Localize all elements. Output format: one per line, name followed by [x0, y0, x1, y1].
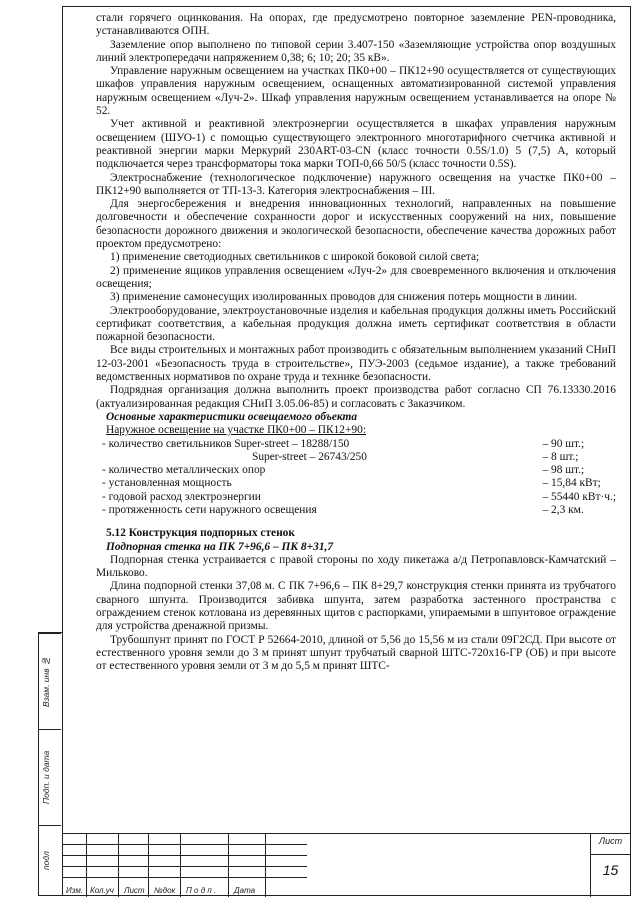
row-value: – 90 шт.;: [542, 437, 585, 450]
row-value: – 55440 кВт·ч.;: [542, 490, 616, 503]
row-label: Super-street – 26743/250: [252, 450, 367, 463]
replaced-inventory-label: Взам. инв №: [41, 655, 51, 707]
row-value: – 2,3 км.: [542, 503, 584, 516]
row-value: – 8 шт.;: [542, 450, 579, 463]
list-item: 3) применение самонесущих изолированных проводов для снижения потерь мощности в линии.: [110, 291, 578, 304]
paragraph: Трубошпунт принят по ГОСТ Р 52664-2010, длиной от 5,56 до 15,56 м из стали 09Г2СД. При высоте от естественного уровня земли до 3 м принят шпунт трубчатый сварной ШТС-720х16-ГР (ОБ) и при высоте от естественного уровня земли от 3 м до 5,5 м принят ШТС-: [96, 633, 616, 673]
characteristics-table: [102, 438, 616, 518]
paragraph: Учет активной и реактивной электроэнергии осуществляется в шкафах управления наружным освещением (ШУО-1) с помощью существующего электронного многотарифного счетчика активной и реактивной энергии марки Меркурий 230ART-03-CN (класс точности 0.5S/1.0) 5 (7,5) А, который подключается через трансформаторы тока марки ТОП-0,66 50/5 (класс точности 0.5S).: [96, 118, 616, 171]
table-row: [102, 438, 616, 451]
paragraph: Заземление опор выполнено по типовой серии 3.407-150 «Заземляющие устройства опор воздушных линий электропередачи напряжением 0,38; 6; 10; 20; 35 кВ».: [96, 38, 616, 64]
row-label: - количество металлических опор: [102, 464, 266, 477]
row-label: - количество светильников Super-street – 18288/150: [102, 437, 350, 450]
characteristics-heading: Основные характеристики освещаемого объекта: [106, 410, 358, 423]
section-title: 5.12 Конструкция подпорных стенок: [106, 527, 295, 540]
row-value: – 98 шт.;: [542, 464, 585, 477]
col-label-change: Изм.: [66, 886, 84, 895]
paragraph: Управление наружным освещением на участках ПК0+00 – ПК12+90 осуществляется от существующих шкафов управления наружным освещением, оснащенных автоматизированной системой управления наружным освещением «Луч-2». Шкаф управления наружным освещением устанавливается на опоре № 52.: [96, 65, 616, 118]
sheet-number: 15: [602, 862, 619, 878]
paragraph: Для энергосбережения и внедрения инновационных технологий, направленных на повышение долговечности и обеспечение сохранности дорог и искусственных сооружений на них, повышение безопасности дорожного движения и экологической безопасности, обеспечение качества дорожных работ проектом предусмотрено:: [96, 198, 616, 251]
col-label-sheet: Лист: [124, 886, 145, 895]
paragraph: Все виды строительных и монтажных работ производить с обязательным выполнением указаний СНиП 12-03-2001 «Безопасность труда в строительстве», ПУЭ-2003 (седьмое издание), а также требований ведомственных нормативов по охране труда и технике безопасности.: [96, 344, 616, 384]
paragraph: Электроснабжение (технологическое подключение) наружного освещения на участке ПК0+00 – ПК12+90 выполняется от ТП-13-3. Категория электроснабжения – III.: [96, 171, 616, 197]
table-row: [102, 491, 616, 504]
col-label-signature: П о д п .: [186, 886, 217, 895]
list-item: 1) применение светодиодных светильников с широкой боковой силой света;: [110, 251, 480, 264]
table-row: [102, 477, 616, 490]
col-label-count: Кол.уч: [90, 886, 114, 895]
characteristics-subheading: Наружное освещение на участке ПК0+00 – ПК12+90:: [106, 424, 366, 437]
paragraph: Подрядная организация должна выполнить проект производства работ согласно СП 76.13330.2016 (актуализированная редакция СНиП 3.05.06-85) и согласовать с Заказчиком.: [96, 384, 616, 410]
row-label: - установленная мощность: [102, 477, 232, 490]
sheet-cell: [590, 834, 631, 897]
section-subtitle: Подпорная стенка на ПК 7+96,6 – ПК 8+31,7: [106, 540, 334, 553]
table-row: [102, 451, 616, 464]
original-label: подл: [41, 851, 51, 871]
table-row: [102, 504, 616, 517]
table-row: [102, 464, 616, 477]
list-item: 2) применение ящиков управления освещением «Луч-2» для своевременного включения и отключения освещения;: [96, 264, 616, 290]
paragraph: Электрооборудование, электроустановочные изделия и кабельная продукция должны иметь Российский сертификат соответствия, а кабельная продукция должна иметь сертификат соответствия в области пожарной безопасности.: [96, 304, 616, 344]
paragraph: Длина подпорной стенки 37,08 м. С ПК 7+96,6 – ПК 8+29,7 конструкция стенки принята из трубчатого сварного шпунта. Производится забивка шпунта, затем разработка застенного пространства с ограждением стенок котлована из деревянных щитов с распорками, упираемыми в шпунтовое ограждение для устройства дренажной призмы.: [96, 580, 616, 633]
side-stamp: [38, 632, 62, 896]
row-value: – 15,84 кВт;: [542, 477, 601, 490]
title-block: [62, 833, 631, 897]
col-label-date: Дата: [234, 886, 256, 895]
col-label-doc-number: №док: [154, 886, 176, 895]
paragraph: Подпорная стенка устраивается с правой стороны по ходу пикетажа а/д Петропавловск-Камчатский – Мильково.: [96, 553, 616, 580]
document-body: [96, 12, 616, 674]
paragraph: стали горячего оцинкования. На опорах, где предусмотрено повторное заземление PEN-проводника, устанавливаются ОПН.: [96, 12, 616, 38]
row-label: - годовой расход электроэнергии: [102, 490, 261, 503]
signature-date-label: Подп. и дата: [41, 750, 51, 804]
row-label: - протяженность сети наружного освещения: [102, 503, 317, 516]
sheet-label: Лист: [598, 836, 623, 846]
